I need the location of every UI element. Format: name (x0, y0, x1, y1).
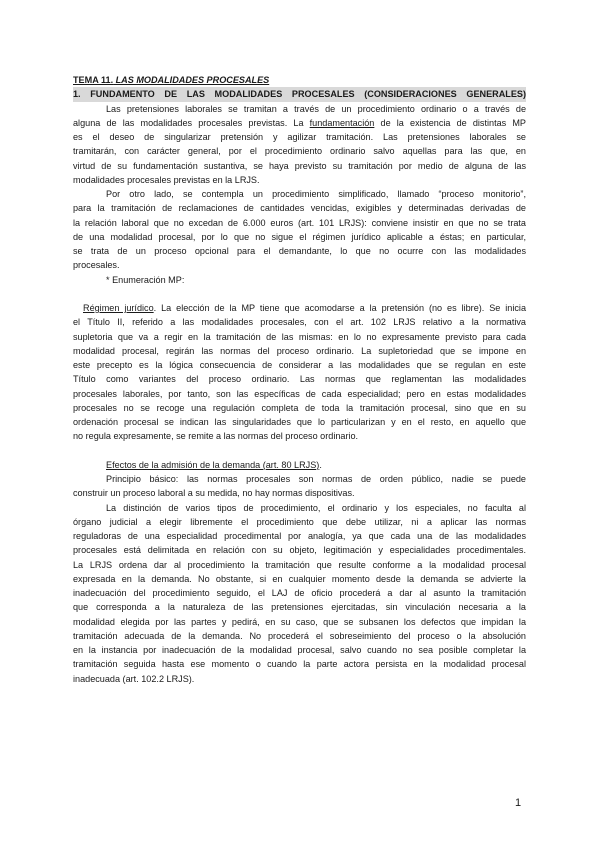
paragraph-principio (73, 472, 526, 501)
text-line: La distinción de varios tipos de procedimiento, el ordinario y los especiales, no faculta al (106, 502, 526, 513)
text-line: órgano judicial a elegir libremente el procedimiento que debe utilizar, ni a aplicar las normas (73, 516, 526, 527)
text-line: modalidad elegida por las partes y pedirá, en su caso, que se subsanen los defectos que impidan la (73, 616, 526, 627)
text-line: que corresponda a la naturaleza de las pretensiones ejercitadas, sin vinculación necesaria a la (73, 602, 526, 613)
text-line: tramitación seguida hasta ese momento o cuando la parte actora persista en la modalidad procesal (73, 659, 526, 670)
text-line: virtud de su fundamentación sustantiva, se haya previsto su tramitación por medio de alguna de las (73, 160, 526, 171)
text-line: expresada en la demanda. No obstante, si en cualquier momento desde la demanda se advierte la (73, 573, 526, 584)
text-line: procesales no se recoge una regulación completa de toda la tramitación procesal, sino que en su (73, 402, 526, 413)
text-line: ordenación procesal se indican las singularidades que lo particularizan y en el resto, en aquello que (73, 417, 526, 427)
text-line: modalidad procesal, regirán las normas del proceso ordinario. La supletoriedad que se impone en (73, 345, 526, 356)
blank-line (73, 287, 526, 301)
text-line: para la tramitación de reclamaciones de cantidades vencidas, exigibles y determinadas derivadas de (73, 203, 526, 214)
text-line: Las pretensiones laborales se tramitan a través de un procedimiento ordinario o a través de (106, 103, 526, 114)
text-line: supletoria que va a regir en la tramitación de las mismas: en lo no expresamente previsto para cada (73, 331, 526, 342)
text-line: procesales está delimitada en relación con su objeto, legitimación y especialidades procedimentales. (73, 545, 526, 556)
text-line: no regula expresamente, se remite a las normas del proceso ordinario. (73, 431, 359, 442)
efectos-label: Efectos de la admisión de la demanda (art. 80 LRJS) (106, 459, 320, 470)
page-number: 1 (515, 797, 522, 809)
fundamentacion-term: fundamentación (309, 117, 375, 128)
text-line: la relación laboral que no excedan de 6.000 euros (art. 101 LRJS): conviene insistir en que no se trata (73, 217, 526, 228)
text-line: Por otro lado, se contempla un procedimiento simplificado, llamado “proceso monitorio”, (106, 189, 526, 199)
regimen-juridico-label: Régimen jurídico (83, 303, 154, 313)
text-line: de una modalidad procesal, por lo que no sigue el régimen jurídico aplicable a éstas; en particular, (73, 231, 526, 242)
text-line: el Título II, referido a las modalidades procesales, con el art. 102 LRJS relativo a la normativa (73, 317, 526, 328)
text-line: inadecuada (art. 102.2 LRJS). (73, 673, 195, 684)
text-line: La LRJS ordena dar al procedimiento la tramitación que resulte conforme a la modalidad procesal (73, 559, 526, 570)
blank-line (73, 444, 526, 458)
text-line: Principio básico: las normas procesales son normas de orden público, nadie se puede (106, 474, 526, 484)
text-line: es el deseo de singularizar pretensión y agilizar tramitación. Las pretensiones laborales se (73, 132, 526, 142)
text-line: este precepto es la lógica consecuencia de considerar a las modalidades que se regulan en este (73, 360, 526, 370)
document-page (73, 73, 526, 686)
text-line: Título como variantes del proceso ordinario. Las normas que reglamentan las modalidades (73, 374, 526, 385)
enumeracion-line: * Enumeración MP: (106, 274, 185, 285)
paragraph-monitorio (73, 187, 526, 273)
text-line: tramitación adecuada de la demanda. No procederá el sobreseimiento del proceso o la absolución (73, 630, 526, 641)
paragraph-modalidades (73, 102, 526, 188)
text-line: en la instancia por inadecuación de la modalidad procesal, salvo cuando no sea posible completar la (73, 645, 526, 655)
text-line: Régimen jurídico. La elección de la MP tiene que acomodarse a la pretensión (no es libre). Se inicia (83, 303, 527, 313)
text-line: modalidades procesales previstas en la LRJS. (73, 174, 260, 185)
document-title (73, 73, 526, 87)
title-italic: LAS MODALIDADES PROCESALES (113, 75, 270, 85)
title-prefix: TEMA 11. (73, 75, 114, 85)
text-line: inadecuación del procedimiento seguido, el LAJ de oficio procederá a dar al asunto la tramitación (73, 588, 526, 598)
paragraph-distincion (73, 501, 526, 686)
text-line: reguladoras de una especialidad procedimental por analogía, ya que cada una de las modalidades (73, 531, 526, 541)
text-line: se trata de un proceso opcional para el demandante, lo que no ocurre con las modalidades (73, 246, 526, 256)
text-line: tramitarán, con carácter general, por el procedimiento ordinario salvo aquellas para las que, en (73, 146, 526, 157)
text-line: procesales laborales, por tanto, son las específicas de cada especialidad; pero en estas modalidades (73, 388, 526, 399)
text-line: alguna de las modalidades procesales previstas. La fundamentación de la existencia de distintas MP (73, 117, 527, 128)
text-line: construir un proceso laboral a su medida, no hay normas dispositivas. (73, 488, 355, 499)
paragraph-regimen (73, 301, 526, 444)
efectos-heading: Efectos de la admisión de la demanda (art. 80 LRJS). (106, 459, 322, 470)
text-line: procesales. (73, 260, 120, 271)
section-heading: 1. FUNDAMENTO DE LAS MODALIDADES PROCESALES (CONSIDERACIONES GENERALES) (73, 87, 526, 101)
